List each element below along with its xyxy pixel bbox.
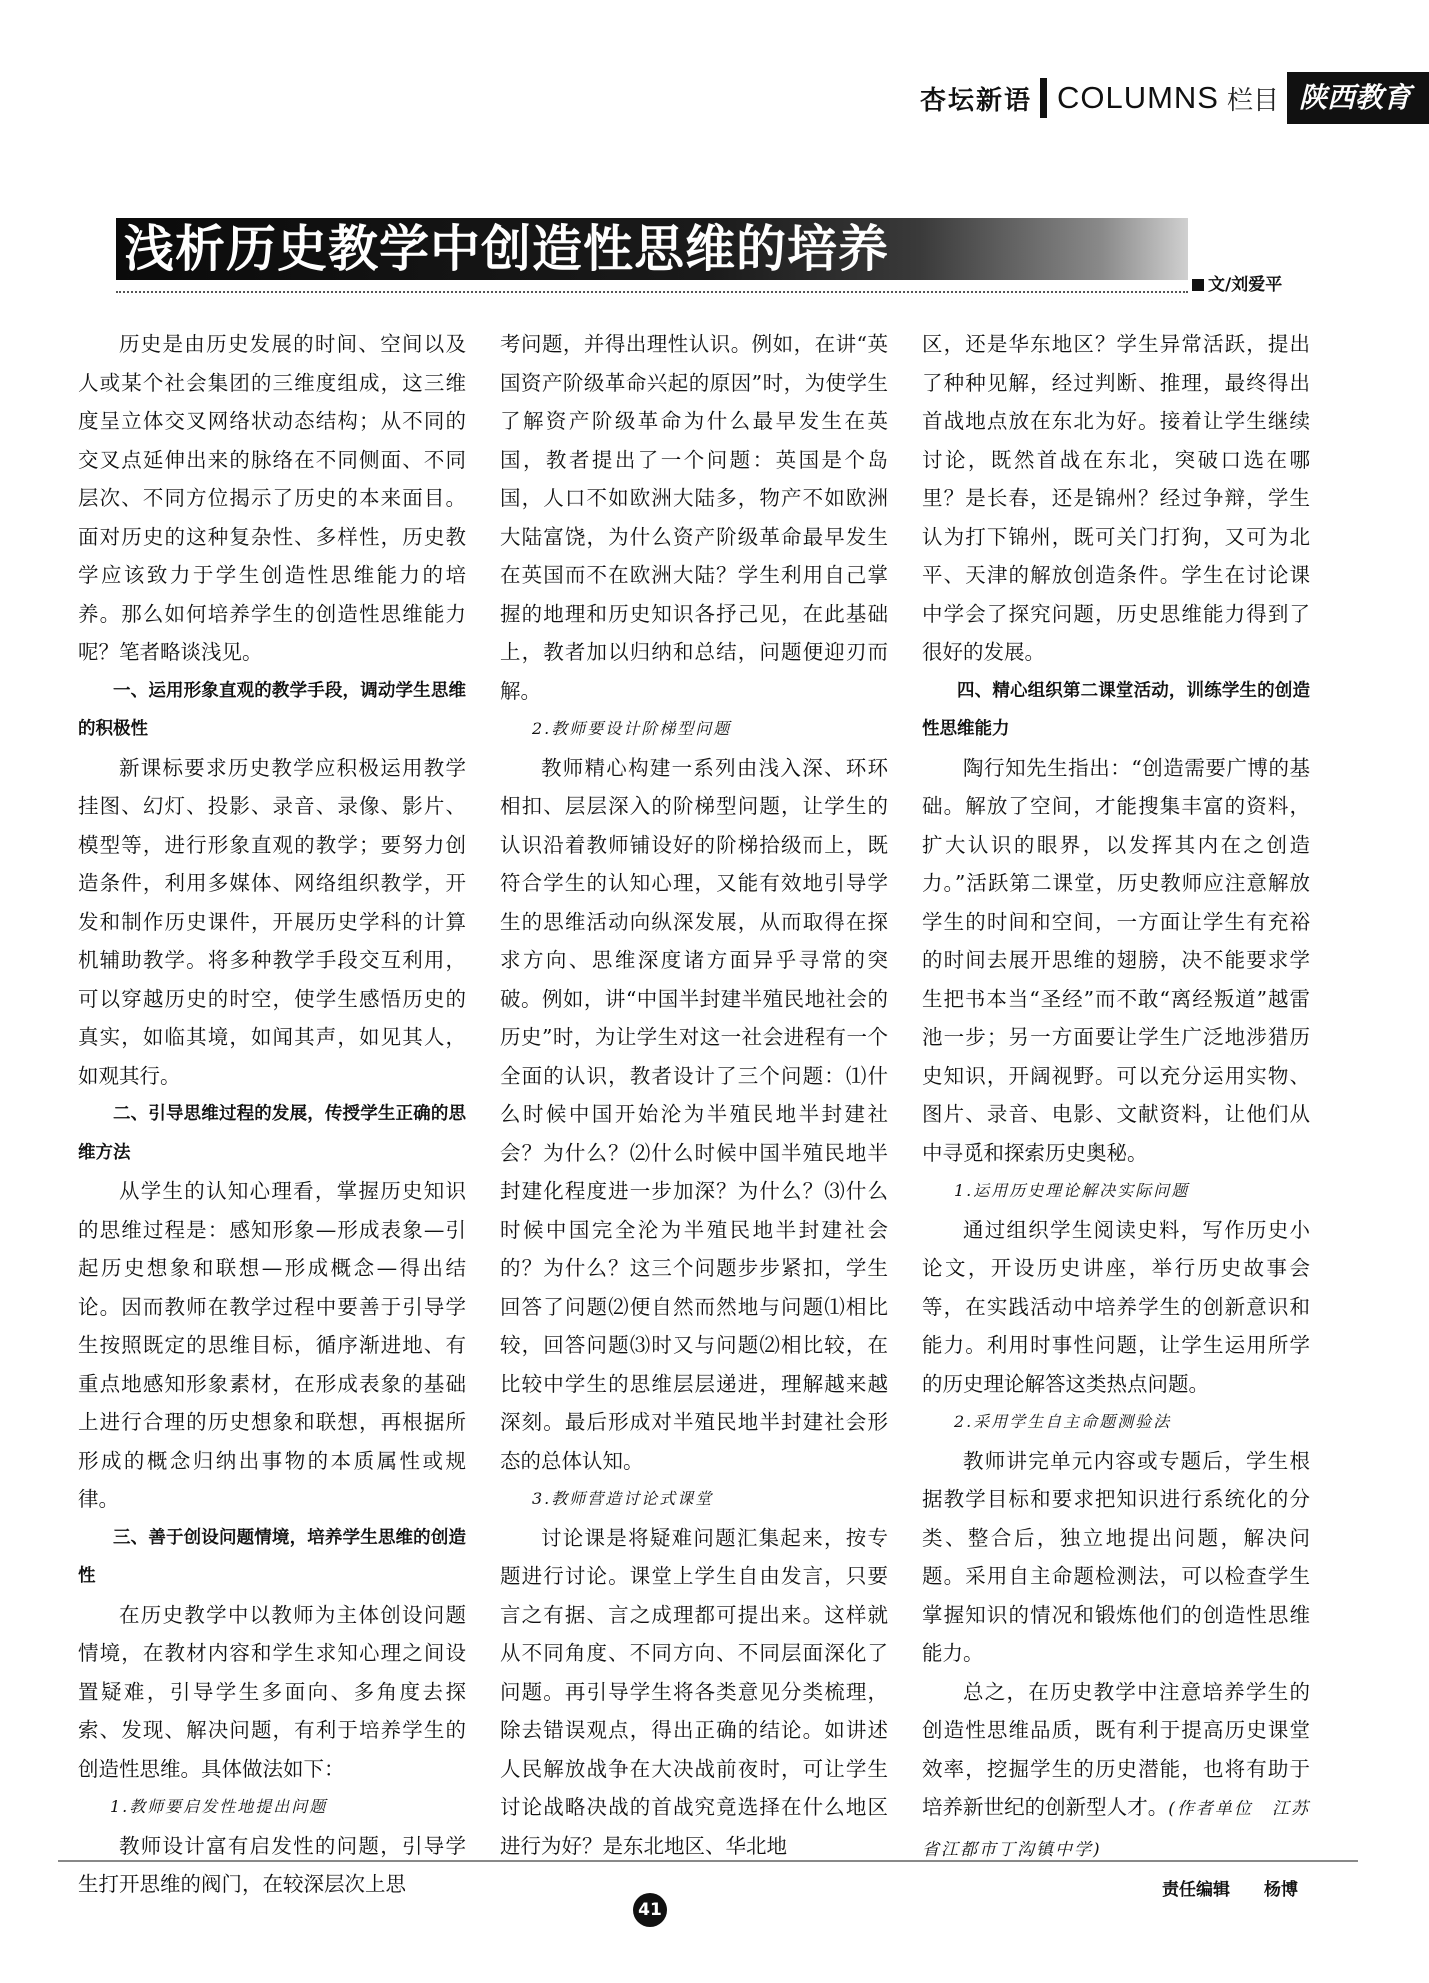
square-bullet-icon [1192, 279, 1204, 291]
footer-rule [58, 1860, 1358, 1862]
column-2 [500, 325, 888, 1865]
author-byline [1192, 270, 1282, 295]
paragraph: 陶行知先生指出：“创造需要广博的基础。解放了空间，才能搜集丰富的资料，扩大认识的眼界，以发挥其内在之创造力。”活跃第二课堂，历史教师应注意解放学生的时间和空间，一方面让学生有充裕的时间去展开思维的翅膀，决不能要求学生把书本当“圣经”而不敢“离经叛道”越雷池一步；另一方面要让学生广泛地涉猎历史知识，开阔视野。可以充分运用实物、图片、录音、电影、文献资料，让他们从中寻觅和探索历史奥秘。 [922, 755, 1310, 1165]
section-heading: 一、运用形象直观的教学手段，调动学生思维的积极性 [78, 680, 466, 739]
section-heading: 四、精心组织第二课堂活动，训练学生的创造性思维能力 [922, 680, 1310, 739]
section-name: 杏坛新语 [919, 85, 1032, 116]
paragraph: 区，还是华东地区？学生异常活跃，提出了种种见解，经过判断、推理，最终得出首战地点放在东北为好。接着让学生继续讨论，既然首战在东北，突破口选在哪里？是长春，还是锦州？经过争辩，学生认为打下锦州，既可关门打狗，又可为北平、天津的解放创造条件。学生在讨论课中学会了探究问题，历史思维能力得到了很好的发展。 [922, 332, 1310, 664]
paragraph: 教师讲完单元内容或专题后，学生根据教学目标和要求把知识进行系统化的分类、整合后，独立地提出问题，解决问题。采用自主命题检测法，可以检查学生掌握知识的情况和锻炼他们的创造性思维能力。 [922, 1448, 1310, 1665]
magazine-logo: 陕西教育 [1287, 72, 1429, 124]
responsible-editor: 责任编辑 杨博 [1162, 1880, 1298, 1900]
author-name: 文/刘爱平 [1208, 275, 1283, 295]
column-1 [78, 325, 466, 1904]
paragraph: 从学生的认知心理看，掌握历史知识的思维过程是：感知形象—形成表象—引起历史想象和联想—形成概念—得出结论。因而教师在教学过程中要善于引导学生按照既定的思维目标，循序渐进地、有重点地感知形象素材，在形成表象的基础上进行合理的历史想象和联想，再根据所形成的概念归纳出事物的本质属性或规律。 [78, 1179, 466, 1511]
paragraph: 历史是由历史发展的时间、空间以及人或某个社会集团的三维度组成，这三维度呈立体交叉网络状动态结构；从不同的交叉点延伸出来的脉络在不同侧面、不同层次、不同方位揭示了历史的本来面目。面对历史的这种复杂性、多样性，历史教学应该致力于学生创造性思维能力的培养。那么如何培养学生的创造性思维能力呢？笔者略谈浅见。 [78, 332, 466, 664]
page-header [920, 72, 1429, 124]
section-heading: 三、善于创设问题情境，培养学生思维的创造性 [78, 1527, 466, 1586]
paragraph: 在历史教学中以教师为主体创设问题情境，在教材内容和学生求知心理之间设置疑难，引导学生多面向、多角度去探索、发现、解决问题，有利于培养学生的创造性思维。具体做法如下： [78, 1602, 466, 1781]
subsection-heading: 2.采用学生自主命题测验法 [954, 1412, 1172, 1431]
subsection-heading: 2.教师要设计阶梯型问题 [532, 719, 732, 738]
paragraph: 新课标要求历史教学应积极运用教学挂图、幻灯、投影、录音、录像、影片、模型等，进行形象直观的教学；要努力创造条件，利用多媒体、网络组织教学，开发和制作历史课件，开展历史学科的计算机辅助教学。将多种教学手段交互利用，可以穿越历史的时空，使学生感悟历史的真实，如临其境，如闻其声，如见其人，如观其行。 [78, 755, 466, 1088]
paragraph: 教师精心构建一系列由浅入深、环环相扣、层层深入的阶梯型问题，让学生的认识沿着教师铺设好的阶梯拾级而上，既符合学生的认知心理，又能有效地引导学生的思维活动向纵深发展，从而取得在探求方向、思维深度诸方面异乎寻常的突破。例如，讲“中国半封建半殖民地社会的历史”时，为让学生对这一社会进程有一个全面的认识，教者设计了三个问题：⑴什么时候中国开始沦为半殖民地半封建社会？为什么？⑵什么时候中国半殖民地半封建化程度进一步加深？为什么？⑶什么时候中国完全沦为半殖民地半封建社会的？为什么？这三个问题步步紧扣，学生回答了问题⑵便自然而然地与问题⑴相比较，回答问题⑶时又与问题⑵相比较，在比较中学生的思维层层递进，理解越来越深刻。最后形成对半殖民地半封建社会形态的总体认知。 [500, 755, 888, 1473]
paragraph [922, 1673, 1310, 1870]
paragraph: 讨论课是将疑难问题汇集起来，按专题进行讨论。课堂上学生自由发言，只要言之有据、言之成理都可提出来。这样就从不同角度、不同方向、不同层面深化了问题。再引导学生将各类意见分类梳理，除去错误观点，得出正确的结论。如讲述人民解放战争在大决战前夜时，可让学生讨论战略决战的首战究竟选择在什么地区进行为好？是东北地区、华北地 [500, 1525, 888, 1858]
title-banner [116, 218, 1188, 280]
page-number: 41 [633, 1893, 667, 1927]
columns-label: COLUMNS [1056, 80, 1219, 115]
paragraph: 通过组织学生阅读史料，写作历史小论文，开设历史讲座，举行历史故事会等，在实践活动中培养学生的创新意识和能力。利用时事性问题，让学生运用所学的历史理论解答这类热点问题。 [922, 1217, 1310, 1396]
columns-label-cn: 栏目 [1226, 85, 1279, 116]
header-divider [1040, 78, 1047, 118]
subsection-heading: 1.教师要启发性地提出问题 [110, 1797, 328, 1816]
column-3 [922, 325, 1310, 1910]
paragraph: 教师设计富有启发性的问题，引导学生打开思维的阀门，在较深层次上思 [78, 1833, 466, 1896]
section-heading: 二、引导思维过程的发展，传授学生正确的思维方法 [78, 1104, 466, 1163]
conclusion-text: 总之，在历史教学中注意培养学生的创造性思维品质，既有利于提高历史课堂效率，挖掘学生的历史潜能，也将有助于培养新世纪的创新型人才。 [922, 1679, 1310, 1819]
author-affiliation: (作者单位 江苏省江都市丁沟镇中学) [922, 1799, 1310, 1860]
subsection-heading: 3.教师营造讨论式课堂 [532, 1489, 714, 1508]
paragraph: 考问题，并得出理性认识。例如，在讲“英国资产阶级革命兴起的原因”时，为使学生了解资产阶级革命为什么最早发生在英国，教者提出了一个问题：英国是个岛国，人口不如欧洲大陆多，物产不如欧洲大陆富饶，为什么资产阶级革命最早发生在英国而不在欧洲大陆？学生利用自己掌握的地理和历史知识各抒己见，在此基础上，教者加以归纳和总结，问题便迎刃而解。 [500, 332, 888, 703]
subsection-heading: 1.运用历史理论解决实际问题 [954, 1181, 1190, 1200]
article-title: 浅析历史教学中创造性思维的培养 [124, 219, 889, 278]
title-rule [116, 291, 1188, 293]
